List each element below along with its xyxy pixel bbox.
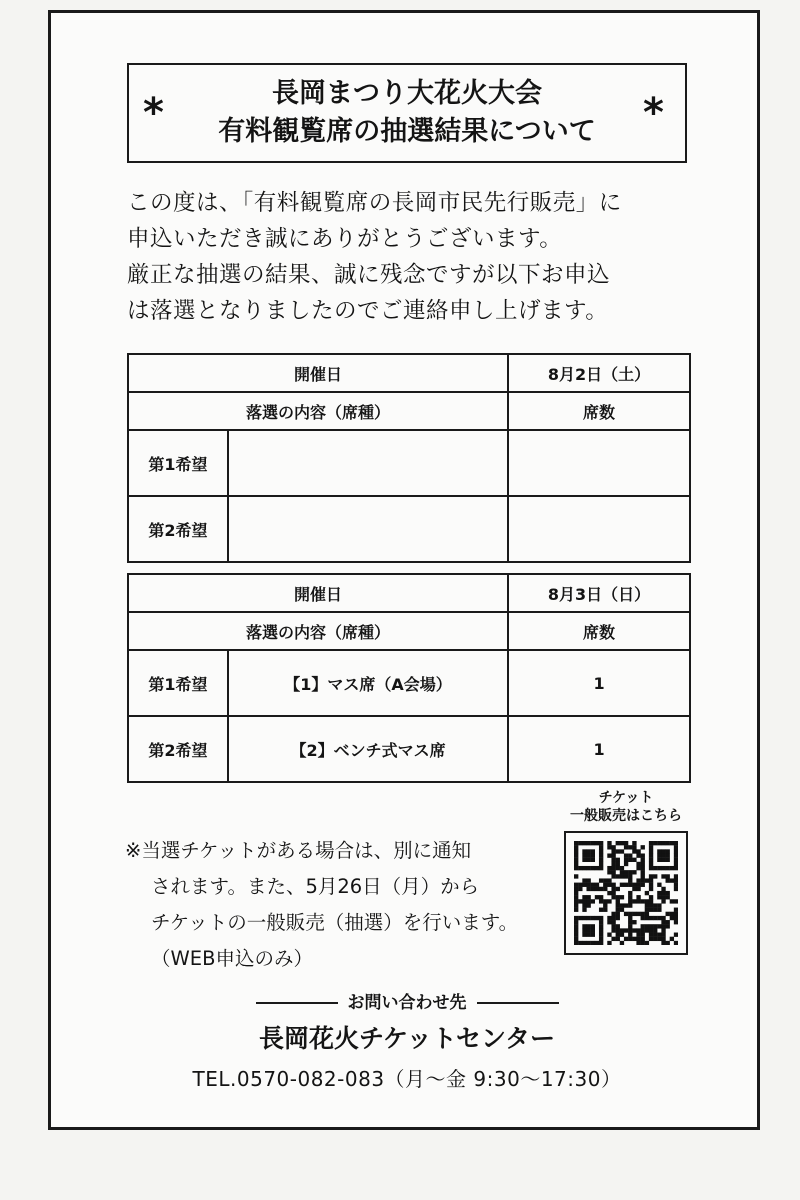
seat-count: 1 [508, 716, 690, 782]
count-header: 席数 [508, 612, 690, 650]
preference-label: 第2希望 [128, 496, 228, 562]
date-header: 開催日 [128, 574, 508, 612]
preference-label: 第1希望 [128, 430, 228, 496]
qr-block [561, 789, 691, 955]
table-header-row [128, 612, 690, 650]
intro-line: 厳正な抽選の結果、誠に残念ですが以下お申込 [127, 262, 611, 288]
result-table-aug2 [127, 353, 691, 563]
title-line-2: 有料観覧席の抽選結果について [218, 116, 596, 147]
preference-label: 第1希望 [128, 650, 228, 716]
seat-type [228, 430, 508, 496]
seat-count: 1 [508, 650, 690, 716]
note-line: チケットの一般販売（抽選）を行います。 [151, 911, 519, 934]
intro-line: この度は、「有料観覧席の長岡市民先行販売」に [127, 190, 622, 216]
seat-type: 【1】マス席（A会場） [228, 650, 508, 716]
event-date: 8月2日（土） [508, 354, 690, 392]
title-box [127, 63, 687, 163]
table-header-row [128, 574, 690, 612]
telephone-info: TEL.0570-082-083（月～金 9:30～17:30） [192, 1067, 622, 1091]
table-row [128, 650, 690, 716]
table-row [128, 716, 690, 782]
preference-label: 第2希望 [128, 716, 228, 782]
asterisk-right-icon: * [643, 90, 664, 136]
ticket-center-name: 長岡花火チケットセンター [258, 1024, 555, 1053]
notice-card [48, 10, 760, 1130]
note-line: されます。また、5月26日（月）から [151, 875, 480, 898]
title-line-1: 長岡まつり大花火大会 [272, 78, 542, 109]
contact-label [51, 988, 763, 1013]
table-header-row [128, 354, 690, 392]
content-header: 落選の内容（席種） [128, 392, 508, 430]
count-header: 席数 [508, 392, 690, 430]
seat-count [508, 496, 690, 562]
date-header: 開催日 [128, 354, 508, 392]
seat-type: 【2】ベンチ式マス席 [228, 716, 508, 782]
qr-code-icon[interactable] [574, 841, 678, 945]
intro-text [127, 185, 727, 329]
result-table-aug3 [127, 573, 691, 783]
seat-type [228, 496, 508, 562]
asterisk-left-icon: * [143, 90, 164, 136]
contact-label-text: お問い合わせ先 [347, 993, 467, 1013]
note-text [125, 833, 575, 977]
event-date: 8月3日（日） [508, 574, 690, 612]
divider-left [256, 1002, 338, 1004]
qr-frame [564, 831, 688, 955]
note-line: ※当選チケットがある場合は、別に通知 [125, 839, 472, 862]
seat-count [508, 430, 690, 496]
table-row [128, 430, 690, 496]
intro-line: は落選となりましたのでご連絡申し上げます。 [127, 298, 609, 324]
qr-caption-line-1: チケット [598, 790, 654, 806]
content-header: 落選の内容（席種） [128, 612, 508, 650]
qr-caption-line-2: 一般販売はこちら [570, 808, 682, 824]
table-header-row [128, 392, 690, 430]
note-line: （WEB申込のみ） [151, 947, 313, 970]
divider-right [477, 1002, 559, 1004]
intro-line: 申込いただき誠にありがとうございます。 [127, 226, 563, 252]
table-row [128, 496, 690, 562]
